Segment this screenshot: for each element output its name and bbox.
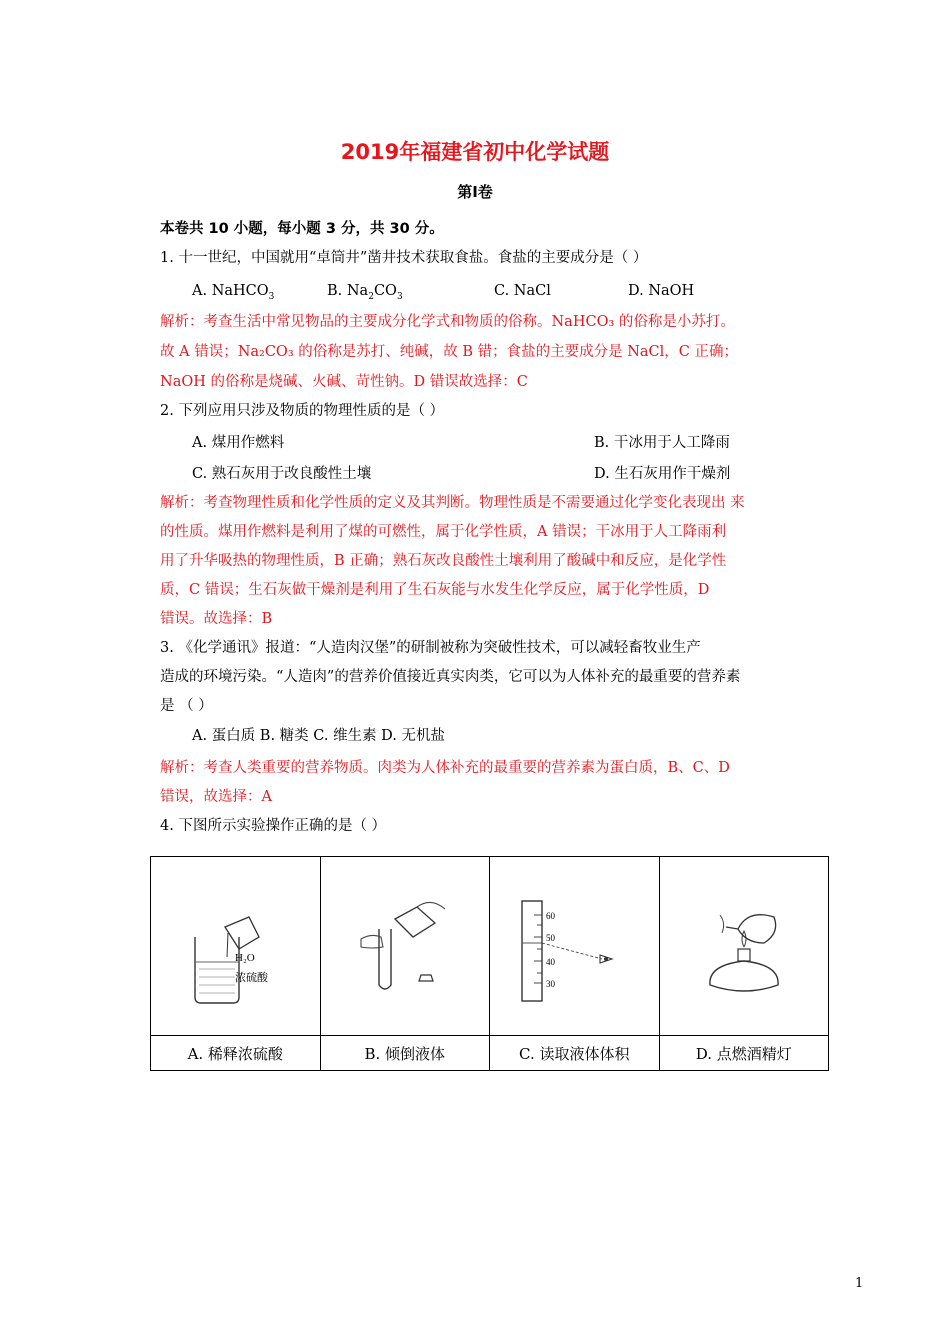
q1-option-b: B. $Na_2CO_3$: [327, 283, 403, 302]
q1-option-d: D. NaOH: [628, 283, 695, 299]
q3-stem-line-1: 3. 《化学通讯》报道：“人造肉汉堡”的研制被称为突破性技术，可以减轻畜牧业生产: [160, 640, 701, 656]
dilute-acid-illustration: [151, 857, 319, 1035]
tick-30: 30: [546, 979, 555, 989]
pour-liquid-illustration: [321, 857, 489, 1035]
q2-option-b: B. 干冰用于人工降雨: [594, 435, 730, 451]
q4-stem: 4. 下图所示实验操作正确的是（ ）: [160, 818, 387, 834]
q4-figure-table: [150, 856, 829, 1071]
q2-analysis-line-1: 解析：考查物理性质和化学性质的定义及其判断。物理性质是不需要通过化学变化表现出 来: [160, 495, 745, 511]
section-intro: 本卷共 10 小题，每小题 3 分，共 30 分。: [160, 221, 444, 237]
q3-options: A. 蛋白质 B. 糖类 C. 维生素 D. 无机盐: [192, 728, 446, 744]
figure-d-cell: [659, 857, 829, 1036]
figure-c-caption: C. 读取液体体积: [490, 1036, 660, 1071]
figure-a-caption: A. 稀释浓硫酸: [151, 1036, 321, 1071]
figure-d-caption: D. 点燃酒精灯: [659, 1036, 829, 1071]
figure-b-cell: [320, 857, 490, 1036]
q3-stem-line-2: 造成的环境污染。“人造肉”的营养价值接近真实肉类，它可以为人体补充的最重要的营养素: [160, 669, 741, 685]
page-title: 2019年福建省初中化学试题: [340, 140, 610, 164]
q2-analysis-line-2: 的性质。煤用作燃料是利用了煤的可燃性，属于化学性质，A 错误；干冰用于人工降雨利: [160, 524, 727, 540]
q3-stem-line-3: 是 （ ）: [160, 698, 213, 714]
figure-a-water-label: H₂O: [235, 952, 255, 964]
q2-analysis-line-5: 错误。故选择：B: [160, 611, 273, 627]
q3-analysis-line-2: 错误，故选择：A: [160, 789, 272, 805]
figure-b-caption: B. 倾倒液体: [320, 1036, 490, 1071]
q1-analysis-line-1: 解析：考查生活中常见物品的主要成分化学式和物质的俗称。NaHCO₃ 的俗称是小苏打。: [160, 314, 735, 330]
q1-option-c: C. NaCl: [494, 283, 551, 299]
figure-a-acid-label: 浓硫酸: [235, 971, 268, 984]
q2-option-d: D. 生石灰用作干燥剂: [594, 466, 731, 482]
figure-c-cell: [490, 857, 660, 1036]
q2-option-a: A. 煤用作燃料: [192, 435, 285, 451]
read-volume-illustration: [490, 857, 658, 1035]
page-number: 1: [855, 1276, 864, 1291]
section-subtitle: 第Ⅰ卷: [457, 183, 493, 201]
q1-option-a: A. NaHCO$_3$: [192, 283, 275, 302]
q1-stem: 1. 十一世纪，中国就用“卓筒井”凿井技术获取食盐。食盐的主要成分是（ ）: [160, 250, 648, 266]
q1-analysis-line-3: NaOH 的俗称是烧碱、火碱、苛性钠。D 错误故选择：C: [160, 374, 528, 390]
tick-50: 50: [546, 933, 555, 943]
figure-a-cell: [151, 857, 321, 1036]
tick-40: 40: [546, 957, 555, 967]
q2-analysis-line-4: 质，C 错误；生石灰做干燥剂是利用了生石灰能与水发生化学反应，属于化学性质，D: [160, 582, 710, 598]
tick-60: 60: [546, 911, 555, 921]
q1-analysis-line-2: 故 A 错误；Na₂CO₃ 的俗称是苏打、纯碱，故 B 错；食盐的主要成分是 NaCl，C 正确；: [160, 344, 738, 360]
q2-stem: 2. 下列应用只涉及物质的物理性质的是（ ）: [160, 403, 445, 419]
light-lamp-illustration: [660, 857, 828, 1035]
q2-analysis-line-3: 用了升华吸热的物理性质，B 正确；熟石灰改良酸性土壤利用了酸碱中和反应，是化学性: [160, 553, 727, 569]
q2-option-c: C. 熟石灰用于改良酸性土壤: [192, 466, 372, 482]
q3-analysis-line-1: 解析：考查人类重要的营养物质。肉类为人体补充的最重要的营养素为蛋白质，B、C、D: [160, 760, 730, 776]
